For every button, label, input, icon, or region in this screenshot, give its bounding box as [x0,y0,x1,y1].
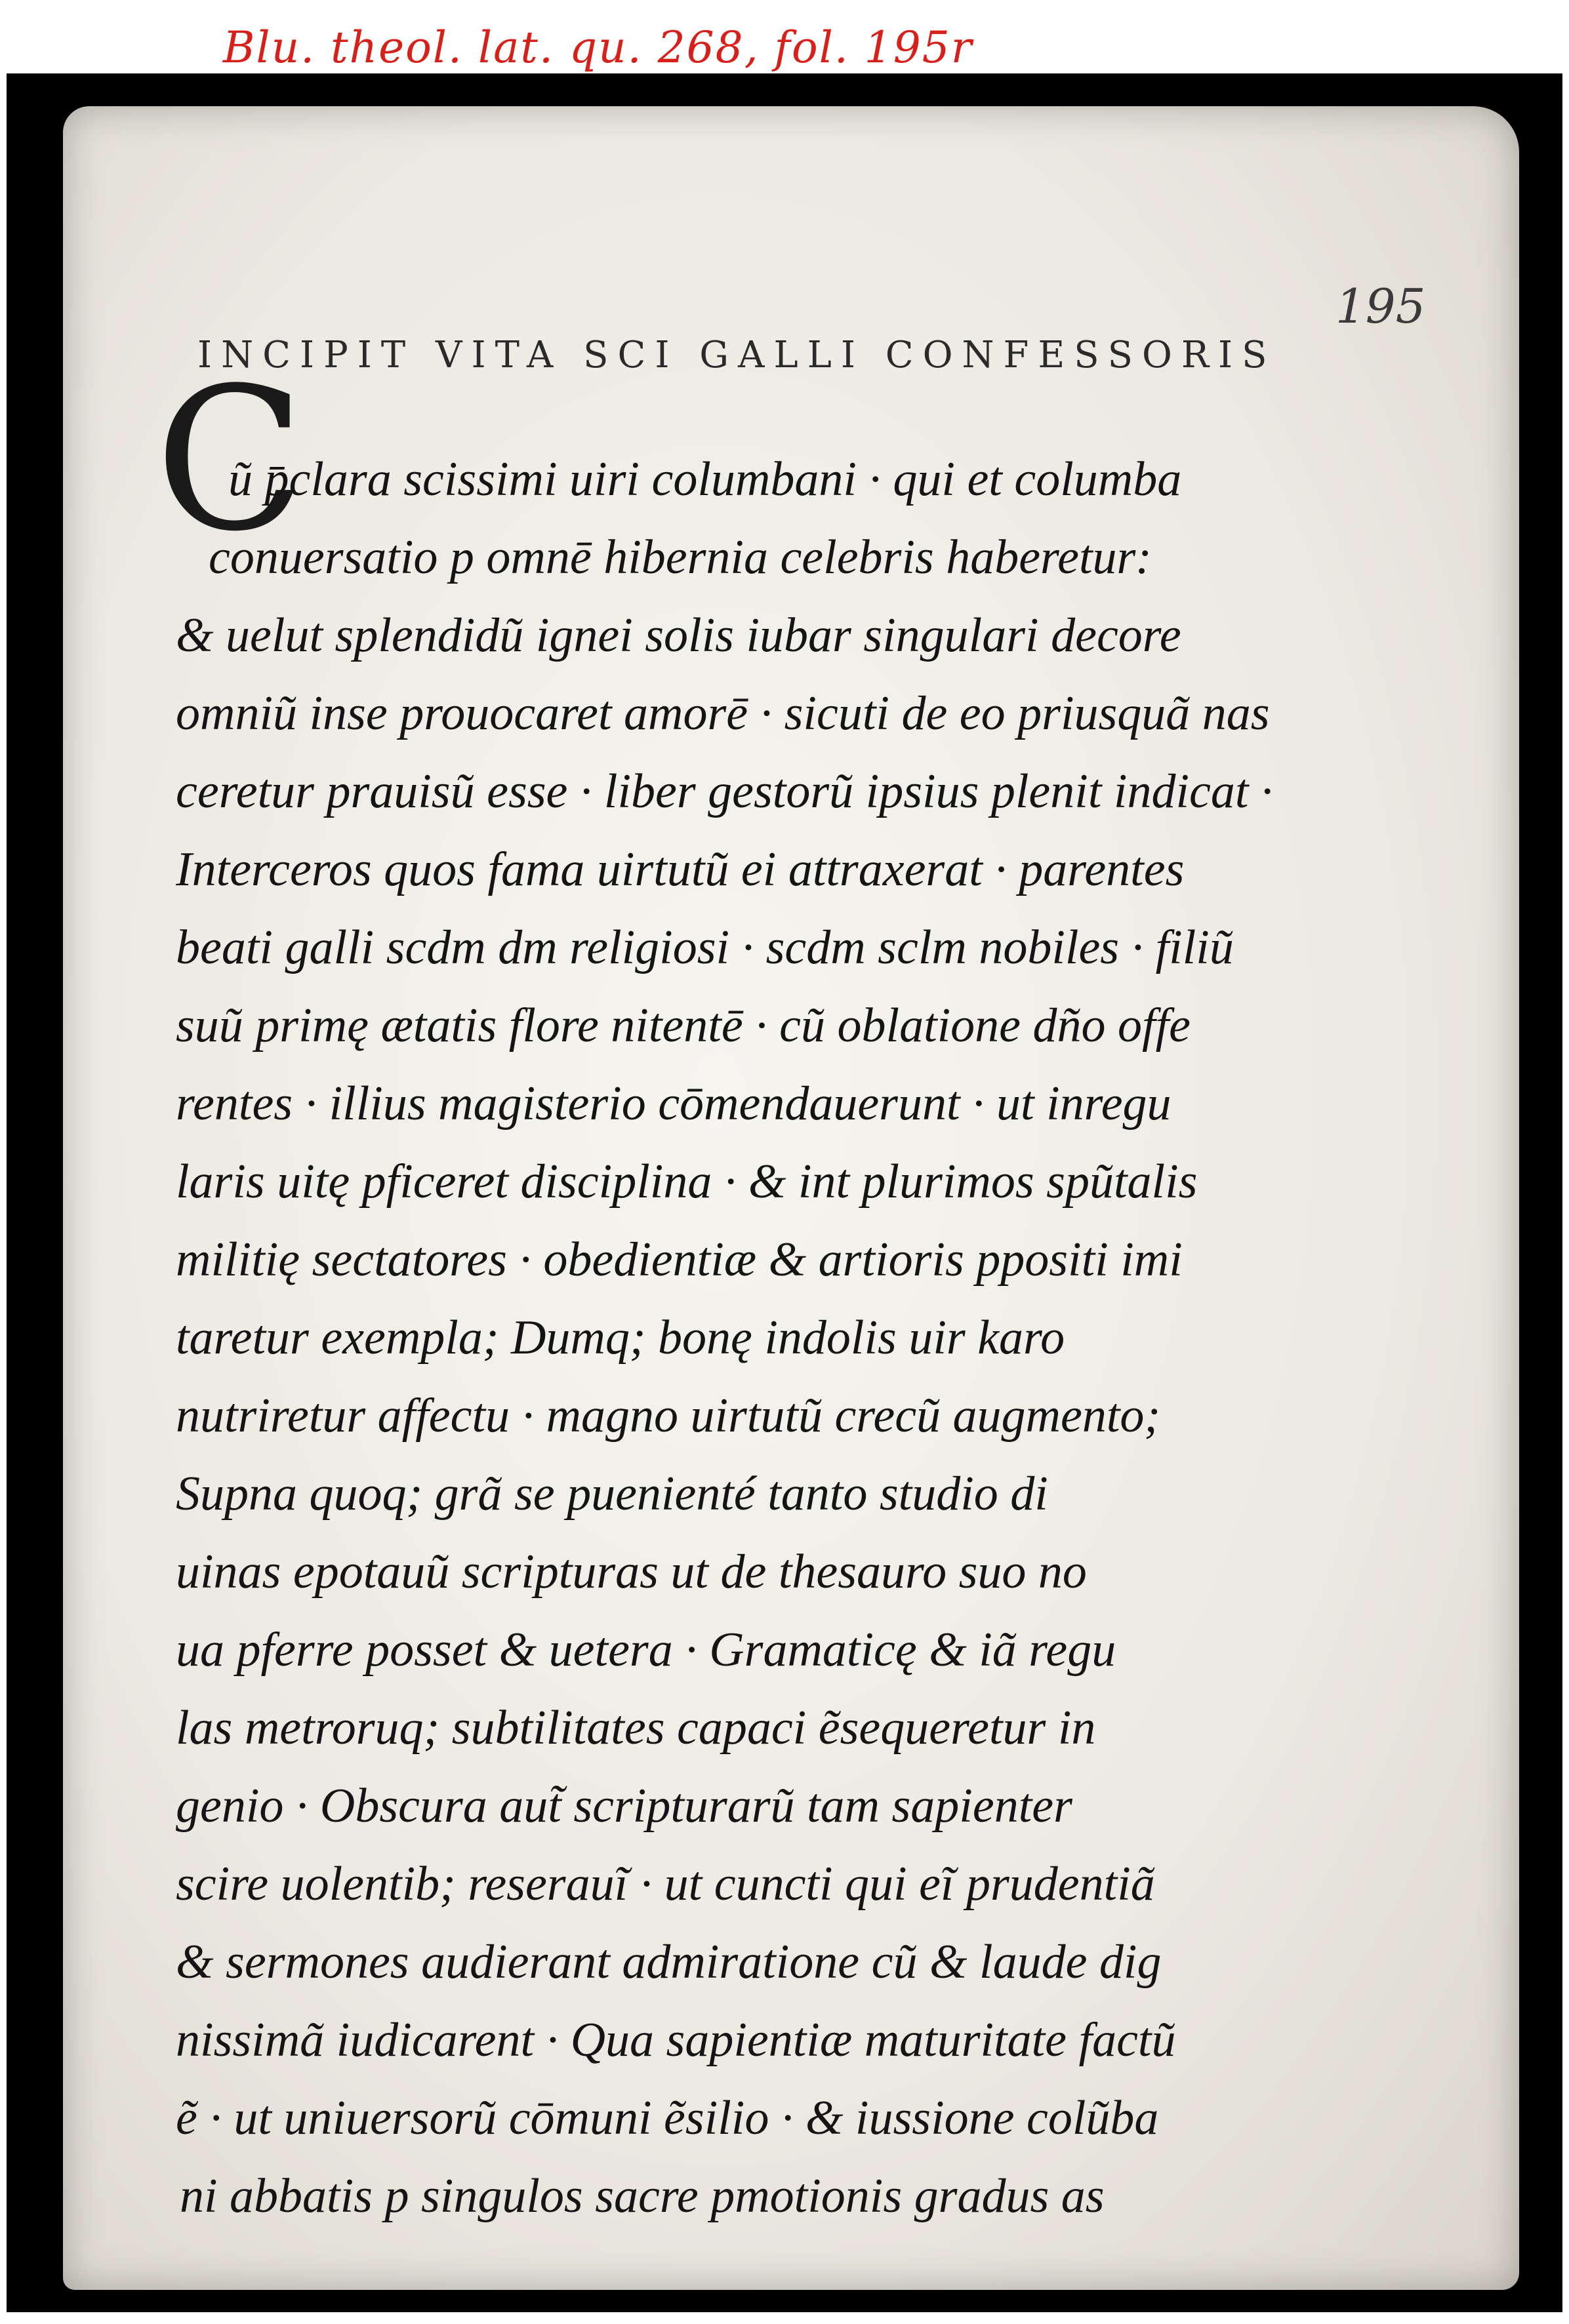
incipit-heading: INCIPIT VITA SCI GALLI CONFESSORIS [197,334,1276,376]
text-line: ẽ · ut uniuersorũ cōmuni ẽsilio · & iussione colũba [176,2091,1159,2145]
manuscript-text-block [176,441,1330,2235]
text-line: las metroruq; subtilitates capaci ẽsequeretur in [176,1701,1096,1755]
text-line: suũ primę ætatis flore nitentē · cũ oblatione dño offe [176,999,1191,1052]
text-line: genio · Obscura aut̃ scripturarũ tam sapienter [176,1779,1072,1833]
text-line: beati galli scdm dm religiosi · scdm sclm nobiles · filiũ [176,921,1234,974]
folio-number: 195 [1335,279,1426,334]
text-line: ũ p̄clara scissimi uiri columbani · qui et columba [228,452,1182,506]
text-line: taretur exempla; Dumq; bonę indolis uir karo [176,1311,1065,1365]
text-line: militię sectatores · obedientiæ & artioris ppositi imi [176,1233,1183,1287]
text-line: omniũ inse prouocaret amorē · sicuti de eo priusquã nas [176,687,1270,740]
text-line: & sermones audierant admiratione cũ & laude dig [176,1935,1162,1989]
text-line: & uelut splendidũ ignei solis iubar singulari decore [176,609,1181,662]
text-line: ni abbatis p singulos sacre pmotionis gradus as [180,2169,1105,2223]
decorated-initial: C [155,346,306,574]
text-line: rentes · illius magisterio cōmendauerunt · ut inregu [176,1077,1172,1131]
text-line: laris uitę pficeret disciplina · & int plurimos spũtalis [176,1155,1198,1209]
text-line: ua pferre posset & uetera · Gramaticę & iã regu [176,1623,1116,1677]
shelfmark-annotation: Blu. theol. lat. qu. 268, fol. 195r [223,22,973,73]
text-line: conuersatio p omnē hibernia celebris haberetur: [209,531,1152,584]
text-line: nutriretur affectu · magno uirtutũ crecũ augmento; [176,1389,1161,1443]
text-line: ceretur prauisũ esse · liber gestorũ ipsius plenit indicat · [176,765,1273,818]
photo-frame [7,73,1562,2312]
text-line: Supna quoq; grã se puenienté tanto studio di [176,1467,1048,1521]
text-line: scire uolentib; reserauĩ · ut cuncti qui eĩ prudentiã [176,1857,1155,1911]
manuscript-folio [63,106,1519,2290]
text-line: Interceros quos fama uirtutũ ei attraxerat · parentes [176,843,1185,896]
text-line: nissimã iudicarent · Qua sapientiæ maturitate factũ [176,2013,1176,2067]
text-line: uinas epotauũ scripturas ut de thesauro suo no [176,1545,1087,1599]
